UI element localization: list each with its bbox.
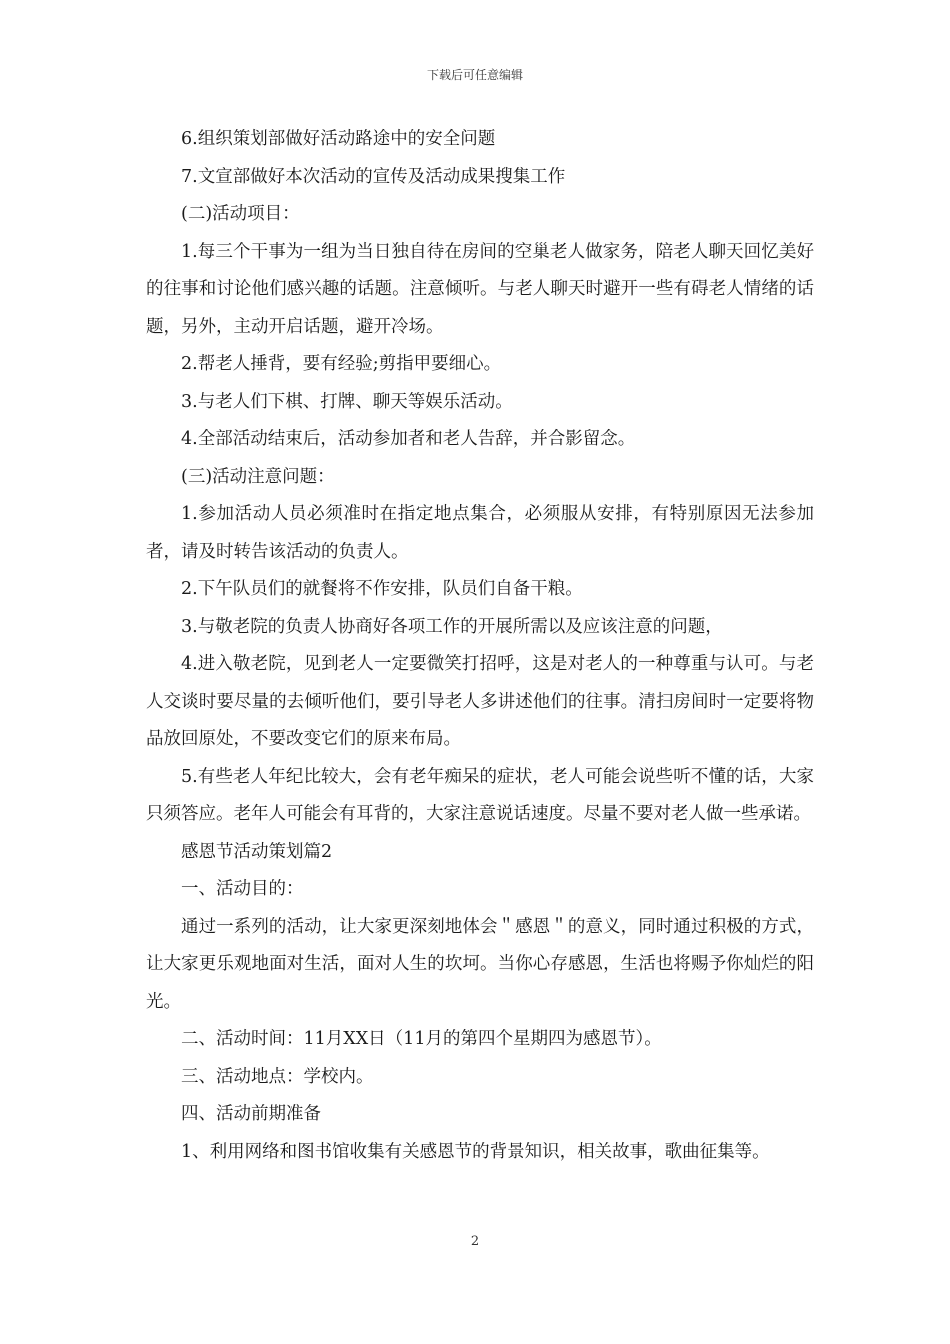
page-number: 2 — [470, 1234, 480, 1249]
paragraph-9: 1.参加活动人员必须准时在指定地点集合，必须服从安排，有特别原因无法参加者，请及时转告该活动的负责人。 — [146, 504, 814, 562]
paragraph-18: 三、活动地点：学校内。 — [181, 1066, 374, 1087]
section-heading-notes: (三)活动注意问题： — [181, 466, 335, 487]
paragraph-10: 2.下午队员们的就餐将不作安排，队员们自备干粮。 — [181, 579, 583, 599]
section-heading-activity-items: (二)活动项目： — [181, 204, 300, 224]
paragraph-16: 通过一系列的活动，让大家更深刻地体会＂感恩＂的意义，同时通过积极的方式，让大家更乐观地面对生活，面对人生的坎坷。当你心存感恩，生活也将赐予你灿烂的阳光。 — [146, 916, 814, 1012]
paragraph-11: 3.与敬老院的负责人协商好各项工作的开展所需以及应该注意的问题， — [181, 616, 723, 637]
paragraph-13: 5.有些老人年纪比较大，会有老年痴呆的症状，老人可能会说些听不懂的话，大家只须答应。老年人可能会有耳背的，大家注意说话速度。尽量不要对老人做一些承诺。 — [146, 766, 814, 824]
page-header: 下载后可任意编辑 — [426, 68, 523, 82]
document-body — [146, 121, 814, 1171]
paragraph-7: 4.全部活动结束后，活动参加者和老人告辞，并合影留念。 — [181, 429, 636, 449]
paragraph-17: 二、活动时间：11月XX日（11月的第四个星期四为感恩节）。 — [181, 1029, 662, 1049]
paragraph-2: 7.文宣部做好本次活动的宣传及活动成果搜集工作 — [181, 166, 566, 187]
section-heading-purpose: 一、活动目的： — [181, 879, 304, 899]
paragraph-12: 4.进入敬老院，见到老人一定要微笑打招呼，这是对老人的一种尊重与认可。与老人交谈时要尽量的去倾听他们，要引导老人多讲述他们的往事。清扫房间时一定要将物品放回原处，不要改变它们的原来布局。 — [146, 654, 814, 749]
paragraph-20: 1、利用网络和图书馆收集有关感恩节的背景知识，相关故事，歌曲征集等。 — [181, 1141, 770, 1162]
paragraph-4: 1.每三个干事为一组为当日独自待在房间的空巢老人做家务，陪老人聊天回忆美好的往事和讨论他们感兴趣的话题。注意倾听。与老人聊天时避开一些有碍老人情绪的话题，另外，主动开启话题，避开冷场。 — [146, 241, 814, 337]
paragraph-5: 2.帮老人捶背，要有经验;剪指甲要细心。 — [181, 354, 502, 374]
paragraph-1: 6.组织策划部做好活动路途中的安全问题 — [181, 129, 496, 149]
paragraph-19: 四、活动前期准备 — [181, 1104, 321, 1124]
paragraph-6: 3.与老人们下棋、打牌、聊天等娱乐活动。 — [181, 391, 513, 412]
section-title-part-2: 感恩节活动策划篇2 — [181, 841, 333, 862]
